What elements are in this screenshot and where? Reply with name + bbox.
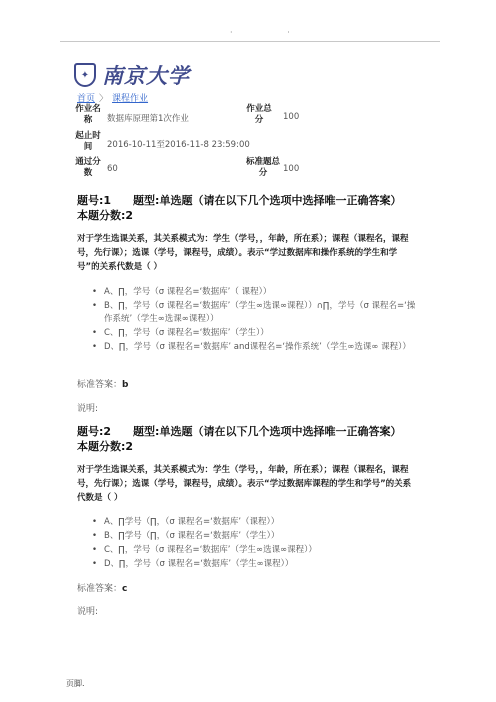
question-1-text: 对于学生选课关系，其关系模式为：学生（学号，，年龄，所在系）；课程（课程名，课程号，先行课）；选课（学号，课程号，成绩）。表示“学过数据库和操作系统的学生和学号”的关系代数是（ ） (77, 234, 409, 272)
time-range-label: 起止时间 (75, 131, 101, 152)
header-divider (60, 41, 440, 42)
question-2-option-b[interactable]: • B、∏学号（∏，（σ 课程名=‘数据库’（学生）） (92, 530, 417, 543)
question-1-options (92, 286, 417, 355)
time-range-value: 2016-10-11至2016-11-8 23:59:00 (107, 140, 250, 150)
question-1-answer (77, 377, 128, 390)
answer-label: 标准答案： (77, 380, 123, 390)
question-2-option-d[interactable]: • D、∏，学号（σ 课程名=‘数据库’（学生∞课程）） (92, 558, 417, 571)
page-footer: 页脚. (66, 679, 85, 688)
pass-score-value: 60 (107, 164, 118, 174)
question-1-option-c[interactable]: • C、∏，学号（σ 课程名=‘数据库’（学生）） (92, 327, 417, 340)
total-score-value: 100 (283, 112, 300, 122)
logo-text: 南京大学 (102, 63, 190, 88)
answer-label: 标准答案： (77, 584, 123, 594)
question-1-header: 题号:1 题型:单选题（请在以下几个选项中选择唯一正确答案） 本题分数:2 (77, 194, 418, 222)
question-2-answer (77, 581, 127, 594)
question-1-option-b[interactable]: • B、∏，学号（σ 课程名=‘数据库’（学生∞选课∞课程））∩∏，学号（σ 课程名=‘操作系统’（学生∞选课∞课程）） (92, 300, 417, 326)
question-2-options (92, 516, 417, 572)
question-2-explanation: 说明: (77, 607, 99, 617)
question-2-text: 对于学生选课关系，其关系模式为：学生（学号，，年龄，所在系）；课程（课程名，课程号，先行课）；选课（学号，课程号，成绩）。表示“学过数据库课程的学生和学号”的关系代数是（ ） (77, 465, 412, 503)
breadcrumb-home-link[interactable]: 首页 (77, 94, 96, 104)
question-2-header: 题号:2 题型:单选题（请在以下几个选项中选择唯一正确答案） 本题分数:2 (77, 425, 418, 453)
header-dots: · · (230, 28, 316, 37)
university-logo (74, 60, 190, 90)
standard-total-label: 标准题总分 (245, 157, 280, 178)
question-2-option-c[interactable]: • C、∏，学号（σ 课程名=‘数据库’（学生∞选课∞课程）） (92, 544, 417, 557)
answer-value: c (122, 584, 128, 594)
assignment-name-value: 数据库原理第1次作业 (107, 114, 189, 124)
pass-score-label: 通过分数 (75, 157, 101, 178)
question-1-option-a[interactable]: • A、∏，学号（σ 课程名=‘数据库’（ 课程）） (92, 286, 417, 299)
assignment-info (77, 104, 417, 184)
question-1-option-d[interactable]: • D、∏，学号（σ 课程名=‘数据库’ and课程名=‘操作系统’（学生∞选课∞ 课程）） (92, 341, 417, 354)
question-2-option-a[interactable]: • A、∏学号（∏，（σ 课程名=‘数据库’（课程）） (92, 516, 417, 529)
breadcrumb-separator: 〉 (99, 94, 109, 104)
standard-total-value: 100 (283, 164, 300, 174)
breadcrumb-current-link[interactable]: 课程作业 (112, 94, 149, 104)
total-score-label: 作业总分 (246, 104, 272, 125)
question-1-explanation: 说明: (77, 404, 99, 414)
assignment-name-label: 作业名称 (75, 104, 101, 125)
crest-icon: ✦ (74, 63, 96, 87)
answer-value: b (122, 380, 129, 390)
breadcrumb (77, 91, 148, 104)
